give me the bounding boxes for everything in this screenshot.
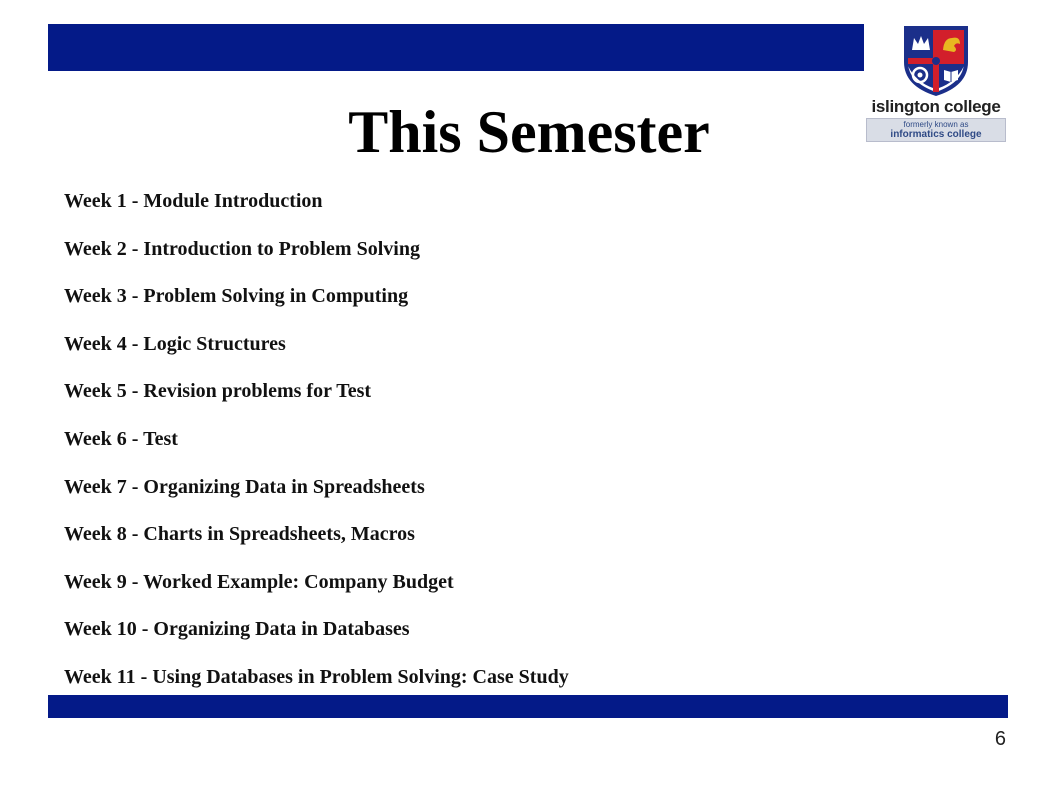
week-item: Week 2 - Introduction to Problem Solving <box>64 237 420 260</box>
week-item: Week 11 - Using Databases in Problem Solving: Case Study <box>64 665 569 688</box>
former-label: formerly known as <box>903 120 969 129</box>
week-item: Week 8 - Charts in Spreadsheets, Macros <box>64 523 415 546</box>
header-bar <box>48 24 864 71</box>
week-item: Week 3 - Problem Solving in Computing <box>64 285 409 308</box>
week-item: Week 4 - Logic Structures <box>64 332 286 355</box>
crest-icon <box>864 22 1008 98</box>
week-list <box>64 186 569 710</box>
footer-bar <box>48 695 1008 718</box>
week-item: Week 1 - Module Introduction <box>64 190 323 212</box>
week-item: Week 5 - Revision problems for Test <box>64 380 372 403</box>
week-item: Week 9 - Worked Example: Company Budget <box>64 570 454 593</box>
week-item: Week 10 - Organizing Data in Databases <box>64 618 410 641</box>
former-name: informatics college <box>890 129 982 140</box>
page-number: 6 <box>994 728 1006 750</box>
college-name: islington college <box>871 97 1001 116</box>
week-item: Week 6 - Test <box>64 427 178 450</box>
week-item: Week 7 - Organizing Data in Spreadsheets <box>64 475 425 498</box>
slide-title: This Semester <box>348 99 710 165</box>
